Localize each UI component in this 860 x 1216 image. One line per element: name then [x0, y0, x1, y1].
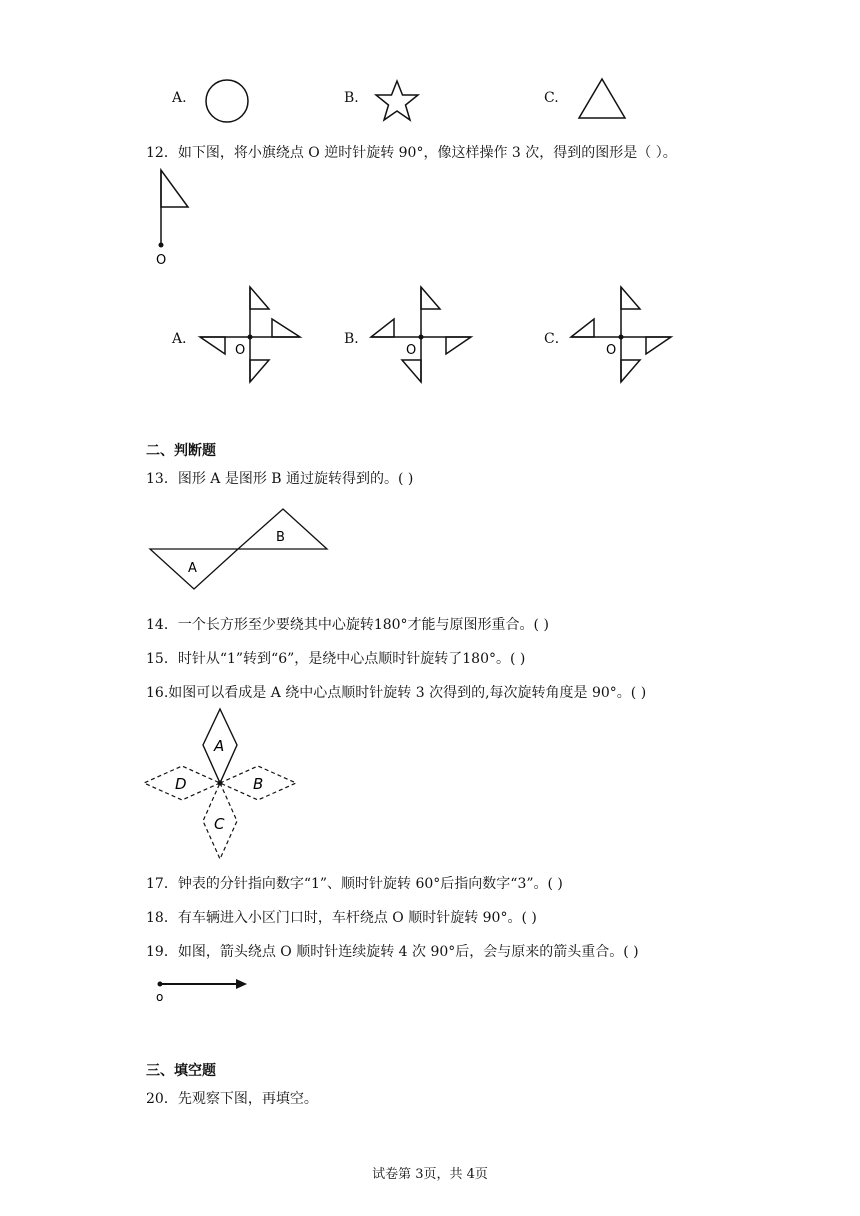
shape-b-label: B	[276, 530, 285, 545]
q12-option-b-label: B．	[344, 331, 369, 347]
option-a-point-label: O	[235, 343, 246, 358]
rhombus-b-label: B	[253, 775, 264, 793]
question-14-text: 14．一个长方形至少要绕其中心旋转180°才能与原图形重合。( )	[146, 617, 549, 633]
question-19-text: 19．如图，箭头绕点 O 顺时针连续旋转 4 次 90°后，会与原来的箭头重合。( )	[146, 944, 639, 960]
arrow-point-label: o	[156, 990, 164, 1004]
question-17-text: 17．钟表的分针指向数字“1”、顺时针旋转 60°后指向数字“3”。( )	[146, 876, 563, 892]
flag-point-label: O	[156, 253, 167, 268]
flag-figure	[148, 165, 198, 270]
question-15-text: 15．时针从“1”转到“6”，是绕中心点顺时针旋转了180°。( )	[146, 651, 526, 667]
q13-figure	[146, 505, 336, 595]
question-18-text: 18．有车辆进入小区门口时，车杆绕点 O 顺时针旋转 90°。( )	[146, 910, 537, 926]
q12-option-a-label: A．	[172, 331, 197, 347]
rhombus-d-label: D	[175, 775, 187, 793]
star-icon	[372, 78, 422, 124]
q12-option-b-figure	[366, 282, 476, 387]
shape-a-label: A	[188, 561, 197, 576]
q11-option-a-label: A.	[172, 90, 187, 106]
q11-option-b-label: B.	[344, 90, 359, 106]
question-20-text: 20．先观察下图，再填空。	[146, 1091, 318, 1107]
circle-icon	[203, 77, 251, 125]
question-12-text: 12．如下图，将小旗绕点 O 逆时针旋转 90°，像这样操作 3 次，得到的图形是（ ）。	[146, 145, 677, 161]
question-16-text: 16.如图可以看成是 A 绕中心点顺时针旋转 3 次得到的,每次旋转角度是 90°。( )	[146, 685, 647, 701]
q16-figure	[142, 705, 302, 863]
section-3-title: 三、填空题	[146, 1063, 216, 1079]
q11-option-c-label: C.	[544, 90, 559, 106]
option-c-point-label: O	[606, 343, 617, 358]
q12-option-a-figure	[195, 282, 305, 387]
section-2-title: 二、判断题	[146, 443, 216, 459]
q19-arrow-figure	[150, 975, 254, 1005]
q12-option-c-figure	[566, 282, 676, 387]
rhombus-a-label: A	[214, 737, 225, 755]
page-footer: 试卷第 3页，共 4页	[372, 1167, 488, 1182]
triangle-icon	[576, 76, 628, 122]
q12-option-c-label: C．	[544, 331, 569, 347]
option-b-point-label: O	[406, 343, 417, 358]
rhombus-c-label: C	[214, 815, 225, 833]
question-13-text: 13．图形 A 是图形 B 通过旋转得到的。( )	[146, 471, 414, 487]
